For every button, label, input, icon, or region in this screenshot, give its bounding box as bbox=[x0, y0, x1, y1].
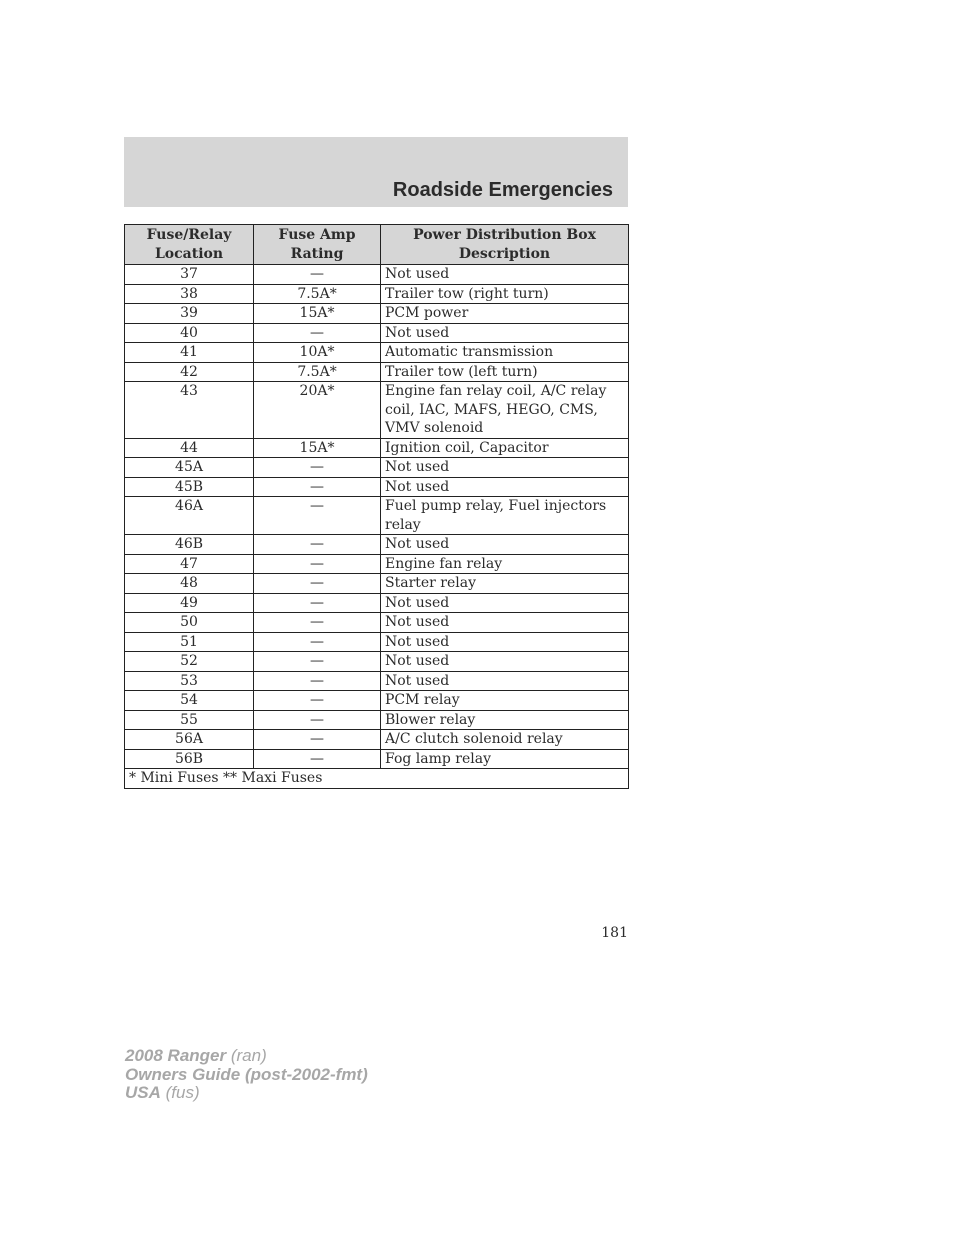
cell-rating: — bbox=[254, 477, 381, 497]
cell-location: 39 bbox=[125, 304, 254, 324]
cell-description: Not used bbox=[381, 458, 629, 478]
cell-location: 51 bbox=[125, 632, 254, 652]
cell-rating: 15A* bbox=[254, 304, 381, 324]
footer-model-code: (ran) bbox=[230, 1046, 267, 1065]
cell-location: 52 bbox=[125, 652, 254, 672]
cell-rating: 10A* bbox=[254, 343, 381, 363]
table-row bbox=[125, 304, 629, 324]
section-title: Roadside Emergencies bbox=[392, 179, 613, 201]
cell-rating: — bbox=[254, 323, 381, 343]
cell-description: Automatic transmission bbox=[381, 343, 629, 363]
column-header-location: Fuse/Relay Location bbox=[125, 225, 254, 265]
table-footnote-row bbox=[125, 769, 629, 789]
cell-location: 38 bbox=[125, 284, 254, 304]
cell-rating: — bbox=[254, 574, 381, 594]
table-row bbox=[125, 652, 629, 672]
cell-description: Engine fan relay coil, A/C relay coil, IAC, MAFS, HEGO, CMS, VMV solenoid bbox=[381, 382, 629, 439]
cell-location: 49 bbox=[125, 593, 254, 613]
table-row bbox=[125, 730, 629, 750]
table-row bbox=[125, 362, 629, 382]
cell-rating: — bbox=[254, 749, 381, 769]
cell-description: Fuel pump relay, Fuel injectors relay bbox=[381, 497, 629, 535]
cell-location: 48 bbox=[125, 574, 254, 594]
cell-rating: — bbox=[254, 265, 381, 285]
footer-line-1 bbox=[125, 1047, 368, 1066]
cell-rating: — bbox=[254, 691, 381, 711]
table-row bbox=[125, 343, 629, 363]
cell-description: PCM relay bbox=[381, 691, 629, 711]
cell-rating: — bbox=[254, 613, 381, 633]
cell-rating: — bbox=[254, 554, 381, 574]
cell-location: 55 bbox=[125, 710, 254, 730]
table-row bbox=[125, 438, 629, 458]
cell-location: 47 bbox=[125, 554, 254, 574]
table-row bbox=[125, 284, 629, 304]
cell-location: 46A bbox=[125, 497, 254, 535]
cell-description: Fog lamp relay bbox=[381, 749, 629, 769]
document-footer bbox=[125, 1047, 368, 1103]
section-header-band bbox=[124, 137, 628, 207]
cell-rating: 15A* bbox=[254, 438, 381, 458]
table-row bbox=[125, 477, 629, 497]
cell-location: 37 bbox=[125, 265, 254, 285]
cell-rating: — bbox=[254, 535, 381, 555]
cell-location: 56B bbox=[125, 749, 254, 769]
table-row bbox=[125, 535, 629, 555]
cell-rating: — bbox=[254, 730, 381, 750]
cell-rating: 7.5A* bbox=[254, 362, 381, 382]
footer-guide: Owners Guide (post-2002-fmt) bbox=[125, 1064, 368, 1084]
cell-description: Trailer tow (left turn) bbox=[381, 362, 629, 382]
cell-location: 40 bbox=[125, 323, 254, 343]
cell-location: 42 bbox=[125, 362, 254, 382]
table-row bbox=[125, 554, 629, 574]
cell-rating: — bbox=[254, 593, 381, 613]
footer-market: USA bbox=[125, 1083, 161, 1102]
cell-description: A/C clutch solenoid relay bbox=[381, 730, 629, 750]
table-footnote: * Mini Fuses ** Maxi Fuses bbox=[125, 769, 629, 789]
cell-description: Not used bbox=[381, 265, 629, 285]
cell-location: 44 bbox=[125, 438, 254, 458]
table-row bbox=[125, 265, 629, 285]
cell-location: 41 bbox=[125, 343, 254, 363]
table-row bbox=[125, 593, 629, 613]
cell-rating: — bbox=[254, 497, 381, 535]
table-row bbox=[125, 323, 629, 343]
cell-description: Not used bbox=[381, 593, 629, 613]
footer-model: 2008 Ranger bbox=[125, 1046, 227, 1065]
cell-description: Not used bbox=[381, 671, 629, 691]
table-body bbox=[125, 265, 629, 769]
cell-description: Not used bbox=[381, 652, 629, 672]
cell-description: Not used bbox=[381, 323, 629, 343]
fuse-table bbox=[124, 224, 629, 789]
page-number: 181 bbox=[601, 925, 628, 941]
cell-location: 46B bbox=[125, 535, 254, 555]
cell-description: Trailer tow (right turn) bbox=[381, 284, 629, 304]
cell-description: Not used bbox=[381, 613, 629, 633]
cell-description: Engine fan relay bbox=[381, 554, 629, 574]
cell-rating: — bbox=[254, 458, 381, 478]
cell-description: Starter relay bbox=[381, 574, 629, 594]
cell-description: Ignition coil, Capacitor bbox=[381, 438, 629, 458]
cell-location: 45B bbox=[125, 477, 254, 497]
table-row bbox=[125, 458, 629, 478]
cell-description: PCM power bbox=[381, 304, 629, 324]
cell-description: Not used bbox=[381, 535, 629, 555]
table-row bbox=[125, 382, 629, 439]
table-row bbox=[125, 574, 629, 594]
cell-description: Not used bbox=[381, 477, 629, 497]
cell-rating: 20A* bbox=[254, 382, 381, 439]
table-row bbox=[125, 497, 629, 535]
cell-description: Not used bbox=[381, 632, 629, 652]
table-row bbox=[125, 691, 629, 711]
table-row bbox=[125, 749, 629, 769]
footer-line-3 bbox=[125, 1084, 368, 1103]
table-row bbox=[125, 632, 629, 652]
cell-location: 54 bbox=[125, 691, 254, 711]
table-row bbox=[125, 710, 629, 730]
cell-rating: — bbox=[254, 632, 381, 652]
column-header-rating: Fuse Amp Rating bbox=[254, 225, 381, 265]
table-row bbox=[125, 671, 629, 691]
cell-location: 45A bbox=[125, 458, 254, 478]
cell-location: 56A bbox=[125, 730, 254, 750]
cell-rating: — bbox=[254, 652, 381, 672]
cell-location: 50 bbox=[125, 613, 254, 633]
footer-market-code: (fus) bbox=[165, 1083, 200, 1102]
cell-location: 43 bbox=[125, 382, 254, 439]
table-row bbox=[125, 613, 629, 633]
footer-line-2 bbox=[125, 1066, 368, 1085]
cell-rating: 7.5A* bbox=[254, 284, 381, 304]
cell-description: Blower relay bbox=[381, 710, 629, 730]
table-header-row bbox=[125, 225, 629, 265]
column-header-description: Power Distribution Box Description bbox=[381, 225, 629, 265]
cell-location: 53 bbox=[125, 671, 254, 691]
cell-rating: — bbox=[254, 671, 381, 691]
cell-rating: — bbox=[254, 710, 381, 730]
